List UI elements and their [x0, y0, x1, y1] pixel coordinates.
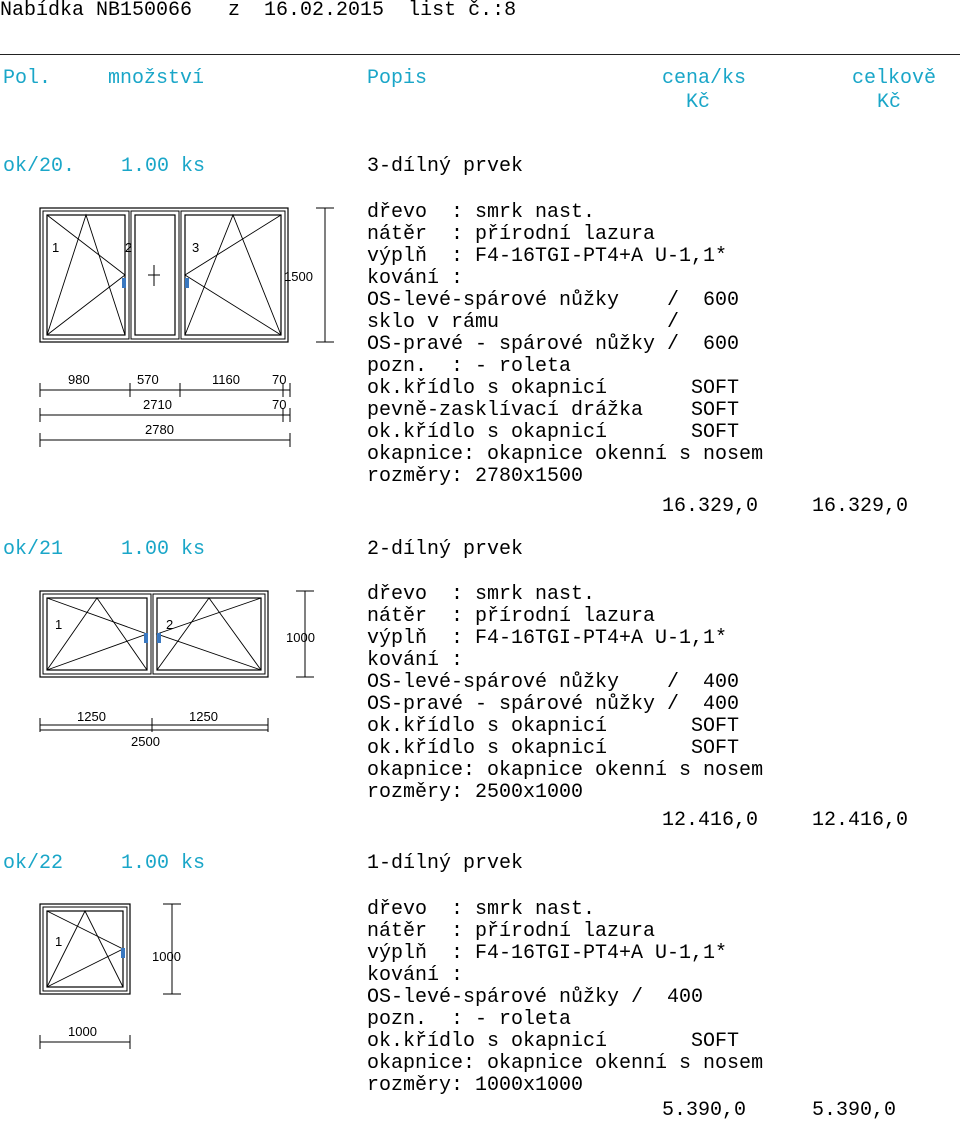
spec-line: kování : — [367, 267, 464, 290]
item-unit-price: 12.416,0 — [662, 809, 759, 832]
pane-label: 1 — [52, 240, 60, 255]
item-spec-list — [367, 584, 763, 804]
spec-line: rozměry: 2500x1000 — [367, 781, 584, 804]
spec-line: nátěr : přírodní lazura — [367, 920, 656, 943]
total-width-dimension: 1000 — [68, 1024, 97, 1039]
item-type: 1-dílný prvek — [367, 852, 524, 875]
spec-line: výplň : F4-16TGI-PT4+A U-1,1* — [367, 245, 728, 268]
spec-line: ok.křídlo s okapnicí SOFT — [367, 715, 740, 738]
spec-line: dřevo : smrk nast. — [367, 583, 596, 606]
spec-line: nátěr : přírodní lazura — [367, 223, 656, 246]
spec-line: ok.křídlo s okapnicí SOFT — [367, 377, 740, 400]
item-position: ok/20. — [3, 155, 76, 178]
column-header-total-currency: Kč — [877, 91, 902, 114]
spec-line: výplň : F4-16TGI-PT4+A U-1,1* — [367, 627, 728, 650]
total-width-dimension: 2500 — [131, 734, 160, 749]
item-spec-list — [367, 202, 763, 488]
spec-line: výplň : F4-16TGI-PT4+A U-1,1* — [367, 942, 728, 965]
pane-label: 2 — [166, 617, 174, 632]
width-dimension: 980 — [68, 372, 90, 387]
column-header-position: Pol. — [3, 67, 52, 90]
spec-line: dřevo : smrk nast. — [367, 898, 596, 921]
pane-label: 1 — [55, 934, 63, 949]
spec-line: okapnice: okapnice okenní s nosem — [367, 759, 764, 782]
document-title: Nabídka NB150066 z 16.02.2015 list č.:8 — [0, 0, 517, 22]
spec-line: ok.křídlo s okapnicí SOFT — [367, 737, 740, 760]
column-header-total: celkově — [852, 67, 937, 90]
spec-line: pevně-zasklívací drážka SOFT — [367, 399, 740, 422]
item-unit-price: 16.329,0 — [662, 495, 759, 518]
item-type: 3-dílný prvek — [367, 155, 524, 178]
width-dimension: 1160 — [212, 372, 240, 387]
spec-line: dřevo : smrk nast. — [367, 201, 596, 224]
column-header-unit-price: cena/ks — [662, 67, 747, 90]
spec-line: nátěr : přírodní lazura — [367, 605, 656, 628]
column-header-description: Popis — [367, 67, 428, 90]
spec-line: pozn. : - roleta — [367, 355, 572, 378]
spec-line: kování : — [367, 964, 464, 987]
spec-line: sklo v rámu / — [367, 311, 680, 334]
item-total: 16.329,0 — [812, 495, 909, 518]
item-quantity: 1.00 ks — [121, 538, 206, 561]
pane-label: 2 — [125, 240, 133, 255]
item-unit-price: 5.390,0 — [662, 1099, 747, 1122]
height-dimension: 1500 — [284, 269, 313, 284]
spec-line: ok.křídlo s okapnicí SOFT — [367, 421, 740, 444]
pane-label: 3 — [192, 240, 200, 255]
spec-line: OS-levé-spárové nůžky / 400 — [367, 671, 740, 694]
spec-line: ok.křídlo s okapnicí SOFT — [367, 1030, 740, 1053]
spec-line: kování : — [367, 649, 464, 672]
spec-line: okapnice: okapnice okenní s nosem — [367, 1052, 764, 1075]
width-dimension: 1250 — [189, 709, 218, 724]
item-position: ok/21 — [3, 538, 64, 561]
spec-line: OS-pravé - spárové nůžky / 400 — [367, 693, 740, 716]
item-type: 2-dílný prvek — [367, 538, 524, 561]
width-dimension: 570 — [137, 372, 159, 387]
height-dimension: 1000 — [286, 630, 315, 645]
total-width-dimension: 2780 — [145, 422, 174, 437]
window-drawing-2-pane — [0, 575, 360, 775]
spec-line: okapnice: okapnice okenní s nosem — [367, 443, 764, 466]
item-position: ok/22 — [3, 852, 64, 875]
window-drawing-1-pane — [0, 890, 360, 1070]
item-quantity: 1.00 ks — [121, 155, 206, 178]
item-total: 5.390,0 — [812, 1099, 897, 1122]
subtotal-width-extra: 70 — [272, 397, 287, 412]
column-header-quantity: množství — [108, 67, 205, 90]
spec-line: OS-levé-spárové nůžky / 600 — [367, 289, 740, 312]
item-spec-list — [367, 899, 763, 1097]
window-drawing-3-pane — [0, 190, 360, 470]
column-header-unit-price-currency: Kč — [686, 91, 711, 114]
height-dimension: 1000 — [152, 949, 181, 964]
spec-line: OS-levé-spárové nůžky / 400 — [367, 986, 704, 1009]
subtotal-width-dimension: 2710 — [143, 397, 172, 412]
width-dimension: 70 — [272, 372, 287, 387]
pane-label: 1 — [55, 617, 63, 632]
width-dimension: 1250 — [77, 709, 106, 724]
spec-line: rozměry: 1000x1000 — [367, 1074, 584, 1097]
item-quantity: 1.00 ks — [121, 852, 206, 875]
item-total: 12.416,0 — [812, 809, 909, 832]
spec-line: pozn. : - roleta — [367, 1008, 572, 1031]
spec-line: OS-pravé - spárové nůžky / 600 — [367, 333, 740, 356]
spec-line: rozměry: 2780x1500 — [367, 465, 584, 488]
header-divider — [0, 54, 960, 55]
